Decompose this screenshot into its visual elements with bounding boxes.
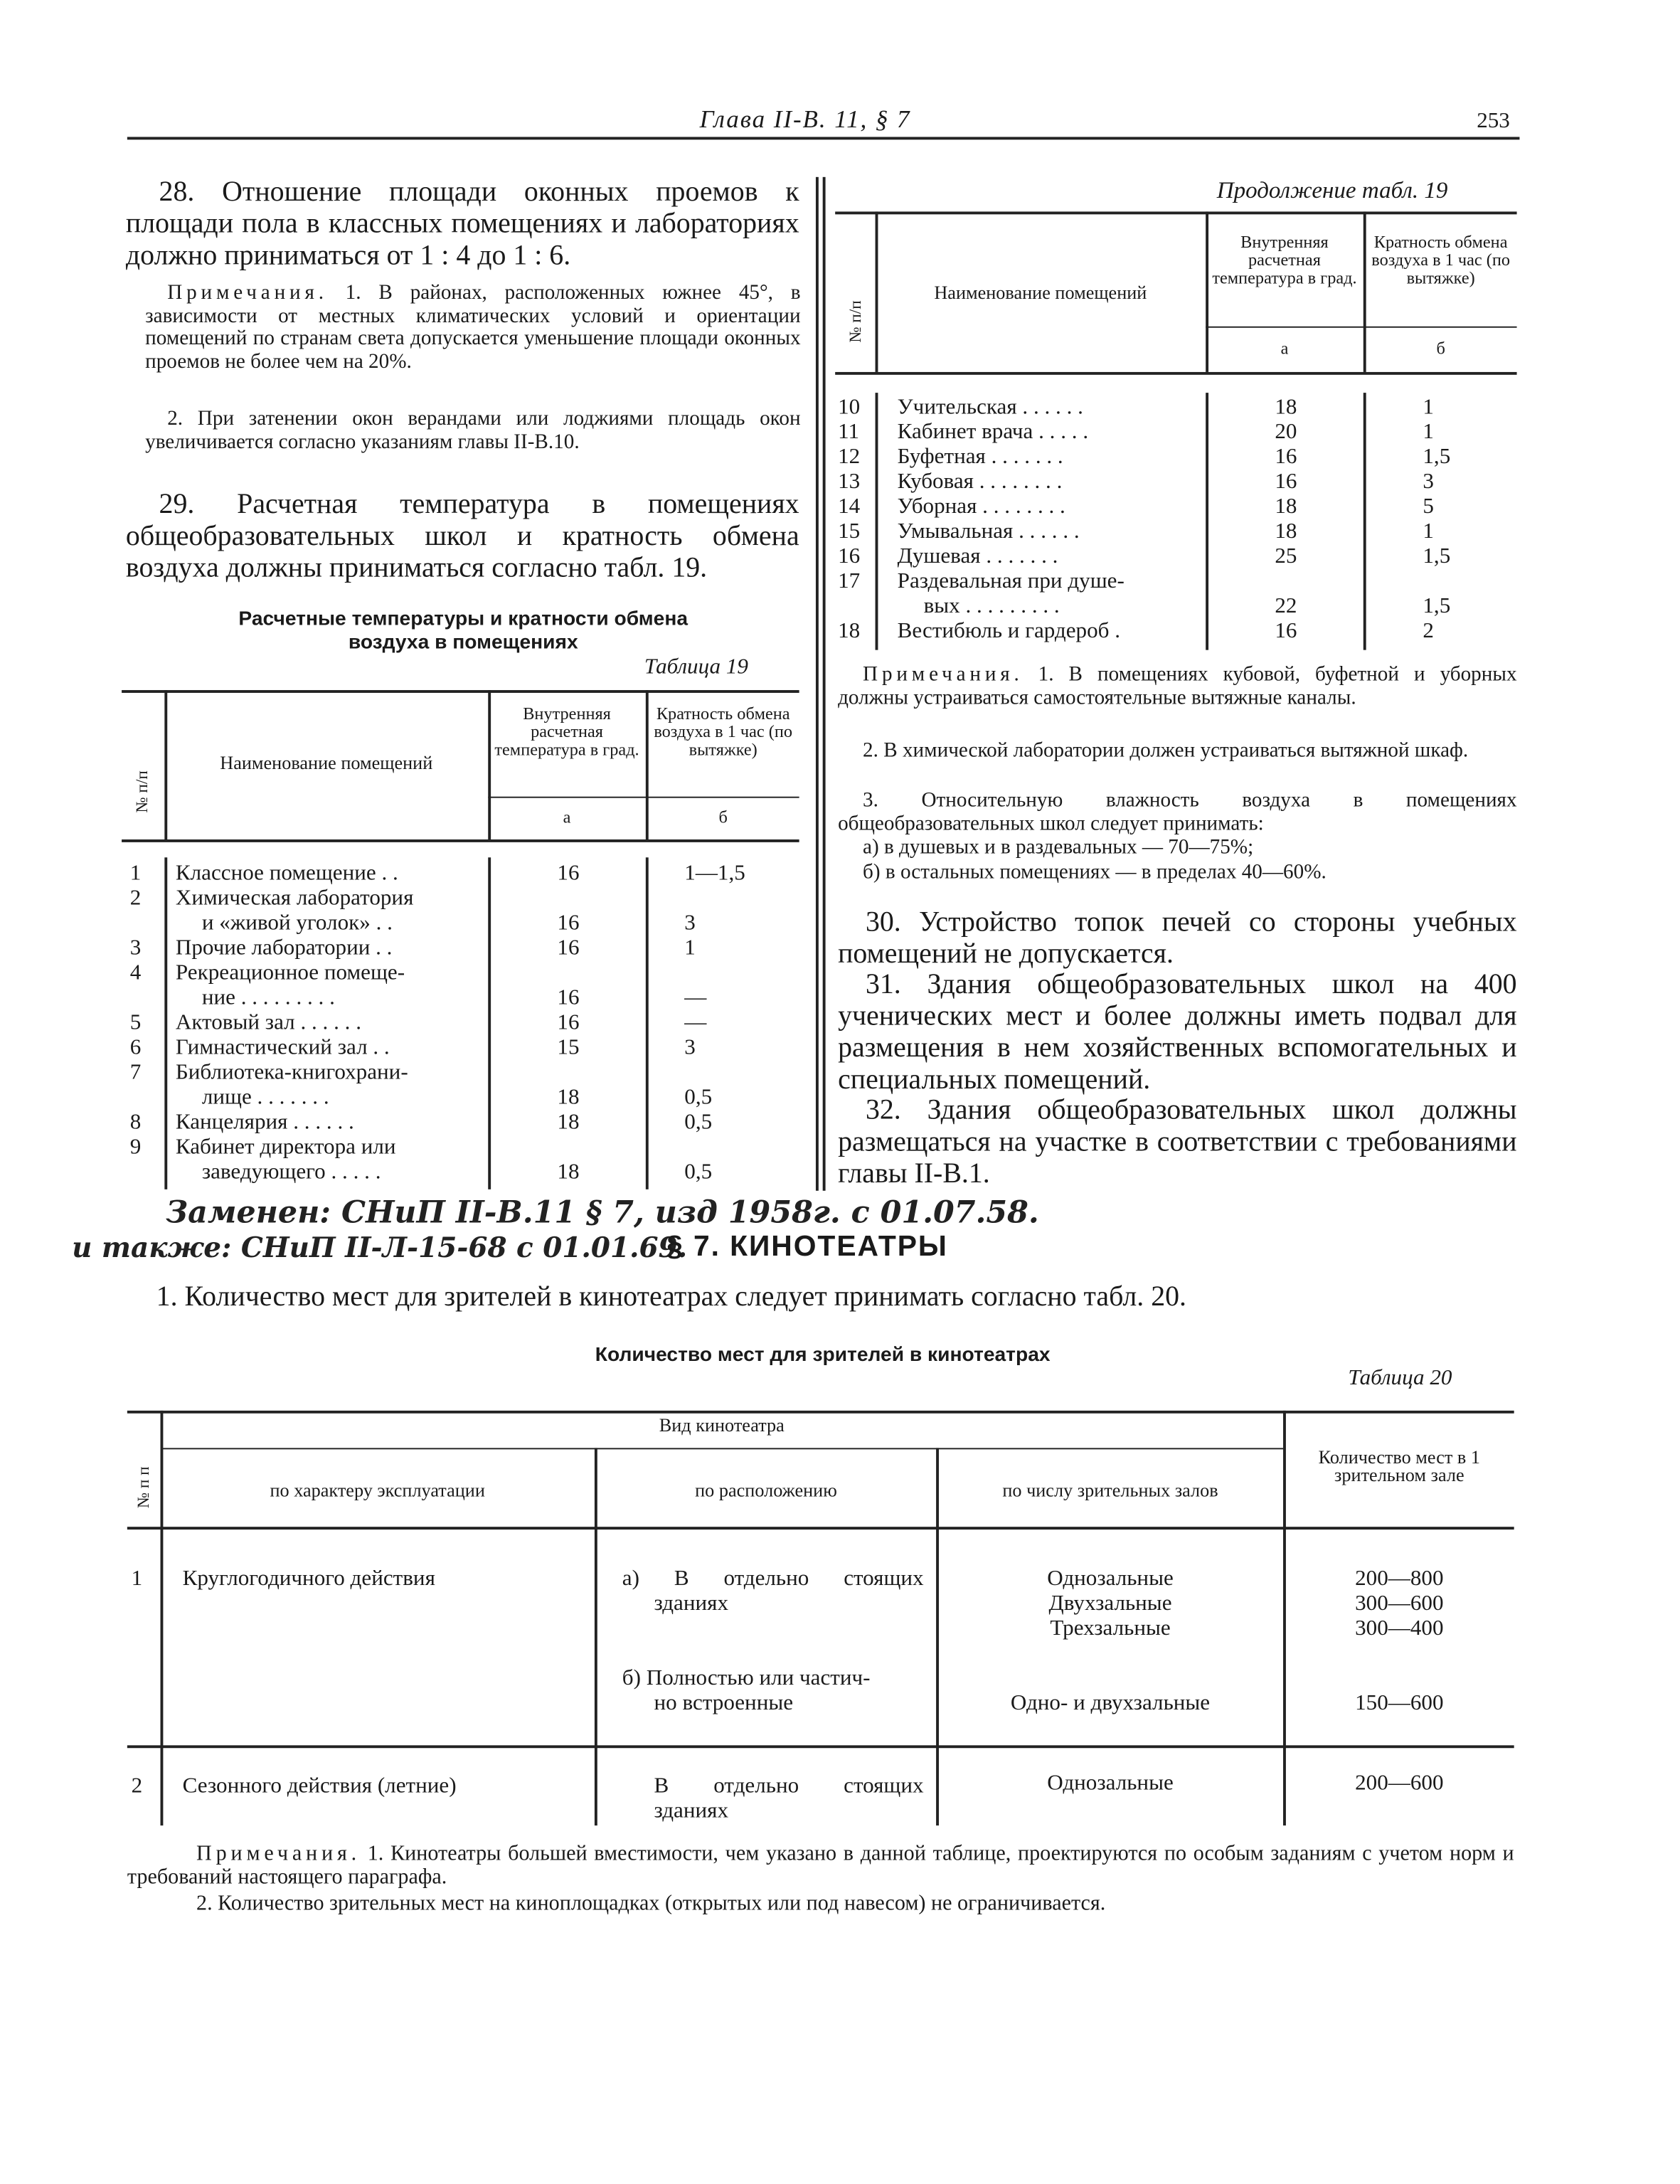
running-header: Глава II-В. 11, § 7 (699, 105, 911, 133)
t19b-col-temp: Внутренняя расчетная температура в град. (1212, 232, 1357, 288)
column-divider (816, 177, 818, 1191)
t20-col-loc: по расположению (695, 1480, 837, 1501)
handwritten-note-line-2: и также: СНиП II-Л-15-68 с 01.01.69. (72, 1231, 688, 1264)
t20-row-rule (127, 1745, 1514, 1747)
t20-r1-loc-b-2: но встроенные (654, 1691, 794, 1715)
paragraph-28-note-2: 2. При затенении окон верандами или лоджиями площадь окон увеличивается согласно указаниям главы II-В.10. (145, 408, 801, 453)
t19b-vline-name (1206, 211, 1208, 372)
row-number: 15 (838, 519, 861, 544)
t19-col-temp: Внутренняя расчетная температура в град. (494, 704, 639, 760)
room-name: Кабинет директора или (175, 1135, 396, 1160)
t20-vline-exp (595, 1448, 597, 1825)
exchange-rate-value: 1 (684, 936, 696, 960)
row-number: 13 (838, 470, 861, 494)
exchange-rate-value: 0,5 (684, 1160, 713, 1184)
table-row (122, 862, 799, 886)
t20-vline-num (161, 1411, 163, 1825)
exchange-rate-value: 1 (1423, 420, 1434, 445)
room-name: Умывальная . . . . . . (897, 519, 1080, 544)
t20-vline-seats (1283, 1411, 1285, 1825)
t20-group-rule (161, 1448, 1284, 1449)
t19-vline-name (488, 690, 490, 839)
temperature-value: 18 (557, 1160, 580, 1184)
table-20-note-1: Примечания. 1. Кинотеатры большей вместимости, чем указано в данной таблице, проектируются по особым заданиям с учетом норм и требований настоящего параграфа. (127, 1842, 1514, 1889)
room-name-cont: ние . . . . . . . . . (201, 986, 335, 1010)
t19-body-vline-num (164, 857, 166, 1189)
room-name-cont: и «живой уголок» . . (201, 911, 393, 935)
table-row (835, 420, 1516, 445)
t19b-sub-b: б (1436, 339, 1445, 359)
row-number: 9 (129, 1135, 142, 1160)
table-row (835, 396, 1516, 420)
t20-r2-seats: 200—600 (1355, 1771, 1444, 1796)
t19b-col-num: № п/п (845, 300, 865, 343)
t20-r2-loc-2: зданиях (654, 1799, 729, 1823)
room-name: Канцелярия . . . . . . (175, 1110, 354, 1135)
table-row (835, 520, 1516, 545)
t19b-vline-temp (1363, 211, 1366, 372)
table-row (122, 1011, 799, 1036)
table-row (122, 1110, 799, 1135)
exchange-rate-value: 1,5 (1423, 445, 1451, 470)
t20-group-header: Вид кинотеатра (659, 1414, 785, 1436)
exchange-rate-value: 5 (1423, 494, 1434, 519)
t20-vline-loc (936, 1448, 938, 1825)
t19b-top-rule (835, 211, 1516, 213)
table-row (122, 886, 799, 936)
temperature-value: 18 (557, 1110, 580, 1135)
exchange-rate-value: — (684, 986, 707, 1010)
room-name: Раздевальная при душе- (897, 569, 1125, 593)
row-number: 12 (838, 445, 861, 470)
temperature-value: 18 (1275, 395, 1297, 420)
t19-body-vline-name (488, 857, 490, 1189)
t20-r1-seats-a: 200—800 300—600 300—400 (1355, 1567, 1444, 1640)
t19-sub-rule (488, 797, 799, 798)
temperature-value: 16 (1275, 619, 1297, 643)
exchange-rate-value: — (684, 1011, 707, 1035)
t19b-head-rule (835, 372, 1516, 374)
t20-r1-halls-a: Однозальные Двухзальные Трехзальные (1047, 1567, 1174, 1640)
row-number: 11 (838, 420, 860, 445)
temperature-value: 18 (1275, 494, 1297, 519)
t19b-col-rate: Кратность обмена воздуха в 1 час (по вытяжке) (1371, 232, 1510, 288)
table-19-title: Расчетные температуры и кратности обмена воздуха в помещениях (238, 608, 689, 654)
table-row (835, 495, 1516, 520)
paragraph-29: 29. Расчетная температура в помещениях общеобразовательных школ и кратность обмена воздуха должны приниматься согласно табл. 19. (125, 489, 799, 584)
temperature-value: 16 (557, 911, 580, 935)
exchange-rate-value: 3 (1423, 470, 1434, 494)
temperature-value: 15 (557, 1036, 580, 1060)
t19-col-name: Наименование помещений (220, 752, 433, 773)
t19-col-rate: Кратность обмена воздуха в 1 час (по вытяжке) (654, 704, 793, 760)
right-notes-3: 3. Относительную влажность воздуха в помещениях общеобразовательных школ следует принимать: (838, 790, 1517, 835)
temperature-value: 16 (1275, 470, 1297, 494)
right-notes-2: 2. В химической лаборатории должен устраиваться вытяжной шкаф. (863, 740, 1469, 763)
row-number: 1 (129, 862, 142, 886)
temperature-value: 18 (557, 1086, 580, 1110)
row-number: 17 (838, 569, 861, 593)
row-number: 4 (129, 961, 142, 985)
row-number: 7 (129, 1061, 142, 1085)
temperature-value: 16 (557, 862, 580, 886)
temperature-value: 16 (557, 936, 580, 960)
exchange-rate-value: 1,5 (1423, 544, 1451, 568)
room-name: Кубовая . . . . . . . . (897, 470, 1063, 494)
t19-vline-num (164, 690, 166, 839)
row-number: 8 (129, 1110, 142, 1135)
t19b-vline-num (876, 211, 878, 372)
t20-top-rule (127, 1411, 1514, 1413)
t19-sub-a: а (563, 807, 571, 827)
row-number: 14 (838, 494, 861, 519)
temperature-value: 16 (557, 1011, 580, 1035)
t19-sub-b: б (718, 807, 728, 827)
t20-r1-loc-a-1: а) В отдельно стоящих (622, 1567, 924, 1591)
exchange-rate-value: 1—1,5 (684, 862, 745, 886)
t19b-sub-rule (1206, 327, 1516, 328)
t19b-col-name: Наименование помещений (934, 282, 1147, 303)
exchange-rate-value: 0,5 (684, 1086, 713, 1110)
t20-r1-loc-b-1: б) Полностью или частич- (622, 1666, 871, 1690)
table-19-continued-caption: Продолжение табл. 19 (1216, 176, 1448, 203)
exchange-rate-value: 2 (1423, 619, 1434, 643)
table-row (835, 470, 1516, 495)
table-19-top-rule (122, 690, 799, 692)
t20-r2-halls: Однозальные (1047, 1771, 1174, 1796)
t19-vline-temp (646, 690, 648, 839)
t20-r2-num: 2 (131, 1774, 143, 1798)
table-row (122, 936, 799, 961)
right-notes-1: Примечания. 1. В помещениях кубовой, буфетной и уборных должны устраиваться самостоятельные вытяжные каналы. (838, 664, 1517, 709)
temperature-value: 22 (1275, 594, 1297, 618)
room-name: Рекреационное помеще- (175, 961, 405, 985)
t19b-body-vline-name (1206, 393, 1208, 650)
row-number: 16 (838, 544, 861, 568)
room-name: Вестибюль и гардероб . (897, 619, 1121, 643)
row-number: 2 (129, 886, 142, 911)
table-19-caption: Таблица 19 (644, 655, 748, 679)
exchange-rate-value: 3 (684, 1036, 696, 1060)
temperature-value: 25 (1275, 544, 1297, 568)
t20-r1-loc-a-2: зданиях (654, 1591, 729, 1616)
handwritten-note-line-1: Заменен: СНиП II-В.11 § 7, изд 1958г. с 01.07.58. (166, 1194, 1039, 1231)
section-7-heading: § 7. КИНОТЕАТРЫ (666, 1231, 948, 1263)
exchange-rate-value: 0,5 (684, 1110, 713, 1135)
t20-r1-num: 1 (131, 1567, 143, 1591)
table-row (835, 570, 1516, 620)
paragraph-30: 30. Устройство топок печей со стороны учебных помещений не допускается. (838, 907, 1517, 970)
t19b-body-vline-temp (1363, 393, 1366, 650)
table-row (835, 445, 1516, 470)
t19-body-vline-temp (646, 857, 648, 1189)
table-20-title: Количество мест для зрителей в кинотеатрах (595, 1344, 1051, 1367)
t19b-body-vline-num (876, 393, 878, 650)
row-number: 10 (838, 395, 861, 420)
row-number: 5 (129, 1011, 142, 1035)
paragraph-31: 31. Здания общеобразовательных школ на 400 ученических мест и более должны иметь подвал для размещения в нем хозяйственных вспомогательных и специальных помещений. (838, 969, 1517, 1096)
table-row (122, 1135, 799, 1185)
t20-r2-loc-1: В отдельно стоящих (654, 1774, 924, 1798)
exchange-rate-value: 3 (684, 911, 696, 935)
exchange-rate-value: 1 (1423, 519, 1434, 544)
right-notes-3b: б) в остальных помещениях — в пределах 40—60%. (863, 862, 1327, 884)
t20-r1-halls-b: Одно- и двухзальные (1010, 1691, 1211, 1715)
table-row (122, 961, 799, 1011)
column-divider-2 (823, 177, 825, 1191)
room-name: Учительская . . . . . . (897, 395, 1083, 420)
paragraph-28-note-1: Примечания. 1. В районах, расположенных южнее 45°, в зависимости от местных климатических условий и ориентации помещений по странам света допускается уменьшение площади оконных проемов не более чем на 20%. (145, 282, 801, 373)
table-row (122, 1036, 799, 1061)
header-rule (127, 137, 1520, 139)
room-name: Уборная . . . . . . . . (897, 494, 1065, 519)
t20-col-exp: по характеру эксплуатации (270, 1480, 485, 1501)
t20-head-rule (127, 1527, 1514, 1529)
t19-col-num: № п/п (132, 770, 151, 813)
room-name: Химическая лаборатория (175, 886, 414, 911)
row-number: 18 (838, 619, 861, 643)
paragraph-28: 28. Отношение площади оконных проемов к площади пола в классных помещениях и лабораториях должно приниматься от 1 : 4 до 1 : 6. (125, 176, 799, 272)
row-number: 3 (129, 936, 142, 960)
room-name: Библиотека-книгохрани- (175, 1061, 408, 1085)
temperature-value: 16 (1275, 445, 1297, 470)
room-name: Гимнастический зал . . (175, 1036, 390, 1060)
room-name: Душевая . . . . . . . (897, 544, 1058, 568)
table-row (835, 620, 1516, 645)
room-name-cont: лище . . . . . . . (201, 1086, 329, 1110)
room-name-cont: вых . . . . . . . . . (923, 594, 1060, 618)
room-name: Кабинет врача . . . . . (897, 420, 1089, 445)
room-name-cont: заведующего . . . . . (201, 1160, 381, 1184)
t20-r1-exp: Круглогодичного действия (182, 1567, 435, 1591)
temperature-value: 20 (1275, 420, 1297, 445)
table-20-caption: Таблица 20 (1348, 1366, 1452, 1390)
temperature-value: 16 (557, 986, 580, 1010)
table-row (835, 545, 1516, 570)
page-number: 253 (1477, 109, 1510, 133)
table-row (122, 1061, 799, 1110)
right-notes-3a: а) в душевых и в раздевальных — 70—75%; (863, 837, 1254, 859)
t19b-sub-a: а (1280, 339, 1289, 359)
exchange-rate-value: 1 (1423, 395, 1434, 420)
room-name: Классное помещение . . (175, 862, 398, 886)
t20-col-halls: по числу зрительных залов (1002, 1480, 1218, 1501)
row-number: 6 (129, 1036, 142, 1060)
t20-r1-seats-b: 150—600 (1355, 1691, 1444, 1715)
section-7-paragraph-1: 1. Количество мест для зрителей в кинотеатрах следует принимать согласно табл. 20. (156, 1282, 1187, 1313)
paragraph-32: 32. Здания общеобразовательных школ должны размещаться на участке в соответствии с требованиями главы II-В.1. (838, 1095, 1517, 1189)
t20-col-seats: Количество мест в 1 зрительном зале (1318, 1446, 1480, 1485)
room-name: Актовый зал . . . . . . (175, 1011, 361, 1035)
room-name: Прочие лаборатории . . (175, 936, 393, 960)
table-20-note-2: 2. Количество зрительных мест на киноплощадках (открытых или под навесом) не ограничивается. (196, 1892, 1106, 1916)
t19-head-rule (122, 839, 799, 842)
t20-r2-exp: Сезонного действия (летние) (182, 1774, 457, 1798)
exchange-rate-value: 1,5 (1423, 594, 1451, 618)
t20-col-num: № п п (133, 1466, 153, 1509)
temperature-value: 18 (1275, 519, 1297, 544)
room-name: Буфетная . . . . . . . (897, 445, 1063, 470)
